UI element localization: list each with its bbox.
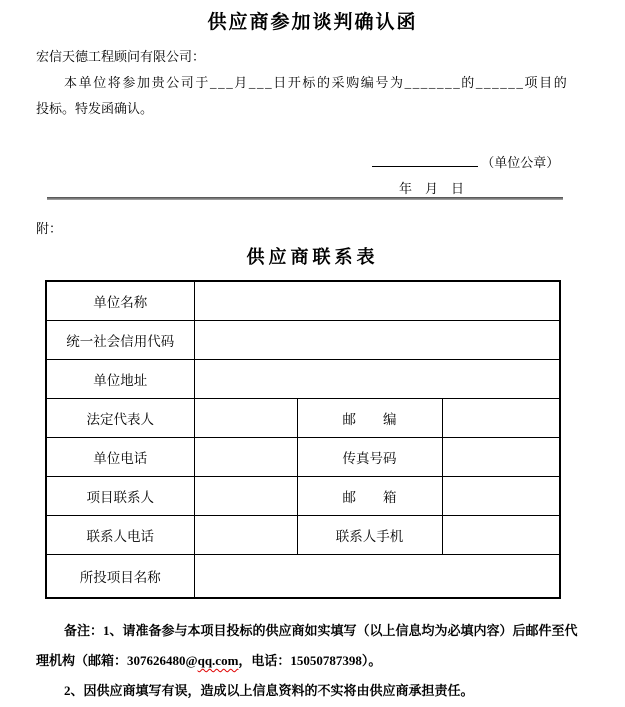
input-cell-project-contact[interactable] <box>194 476 297 515</box>
seal-signature-row <box>372 151 559 171</box>
notes-line2-prefix: 理机构（邮箱：307626480@ <box>36 653 198 668</box>
notes-line1: 备注：1、请准备参与本项目投标的供应商如实填写（以上信息均为必填内容）后邮件至代 <box>64 623 578 638</box>
notes-line2 <box>36 650 381 669</box>
input-cell-contact-phone[interactable] <box>194 515 297 554</box>
signature-blank-line[interactable] <box>372 151 478 167</box>
row-label-credit-code: 统一社会信用代码 <box>46 320 194 359</box>
salutation-line: 宏信天德工程顾问有限公司： <box>36 49 206 64</box>
input-cell-bid-project-name[interactable] <box>194 554 560 598</box>
input-cell-company-name[interactable] <box>194 281 560 320</box>
row-label-company-name: 单位名称 <box>46 281 194 320</box>
contact-table-title: 供应商联系表 <box>246 247 379 267</box>
table-row <box>46 398 560 437</box>
row-label-legal-representative: 法定代表人 <box>46 398 194 437</box>
input-cell-credit-code[interactable] <box>194 320 560 359</box>
row-label-fax-number: 传真号码 <box>297 437 442 476</box>
input-cell-legal-representative[interactable] <box>194 398 297 437</box>
notes-line3: 2、因供应商填写有误，造成以上信息资料的不实将由供应商承担责任。 <box>64 683 474 698</box>
notes-line2-suffix: ，电话：15050787398）。 <box>238 653 382 668</box>
input-cell-fax-number[interactable] <box>442 437 560 476</box>
row-label-company-phone: 单位电话 <box>46 437 194 476</box>
row-label-postal-code: 邮 编 <box>297 398 442 437</box>
body-paragraph-line1: 本单位将参加贵公司于___月___日开标的采购编号为_______的______项目的 <box>64 75 569 90</box>
row-label-contact-mobile: 联系人手机 <box>297 515 442 554</box>
email-domain-spellcheck: qq.com <box>197 653 239 668</box>
row-label-bid-project-name: 所投项目名称 <box>46 554 194 598</box>
input-cell-contact-mobile[interactable] <box>442 515 560 554</box>
input-cell-email[interactable] <box>442 476 560 515</box>
table-row <box>46 554 560 598</box>
date-line: 年 月 日 <box>399 181 465 196</box>
table-row <box>46 281 560 320</box>
table-row <box>46 320 560 359</box>
input-cell-postal-code[interactable] <box>442 398 560 437</box>
document-title: 供应商参加谈判确认函 <box>207 12 418 33</box>
table-row <box>46 359 560 398</box>
table-row <box>46 437 560 476</box>
horizontal-rule <box>47 197 563 200</box>
row-label-email: 邮 箱 <box>297 476 442 515</box>
body-paragraph-line2: 投标。特发函确认。 <box>36 101 154 116</box>
row-label-project-contact: 项目联系人 <box>46 476 194 515</box>
supplier-contact-table <box>45 280 561 599</box>
attachment-label: 附： <box>36 221 63 236</box>
input-cell-company-phone[interactable] <box>194 437 297 476</box>
table-row <box>46 476 560 515</box>
seal-label: （单位公章） <box>481 155 560 170</box>
row-label-company-address: 单位地址 <box>46 359 194 398</box>
input-cell-company-address[interactable] <box>194 359 560 398</box>
row-label-contact-phone: 联系人电话 <box>46 515 194 554</box>
table-row <box>46 515 560 554</box>
